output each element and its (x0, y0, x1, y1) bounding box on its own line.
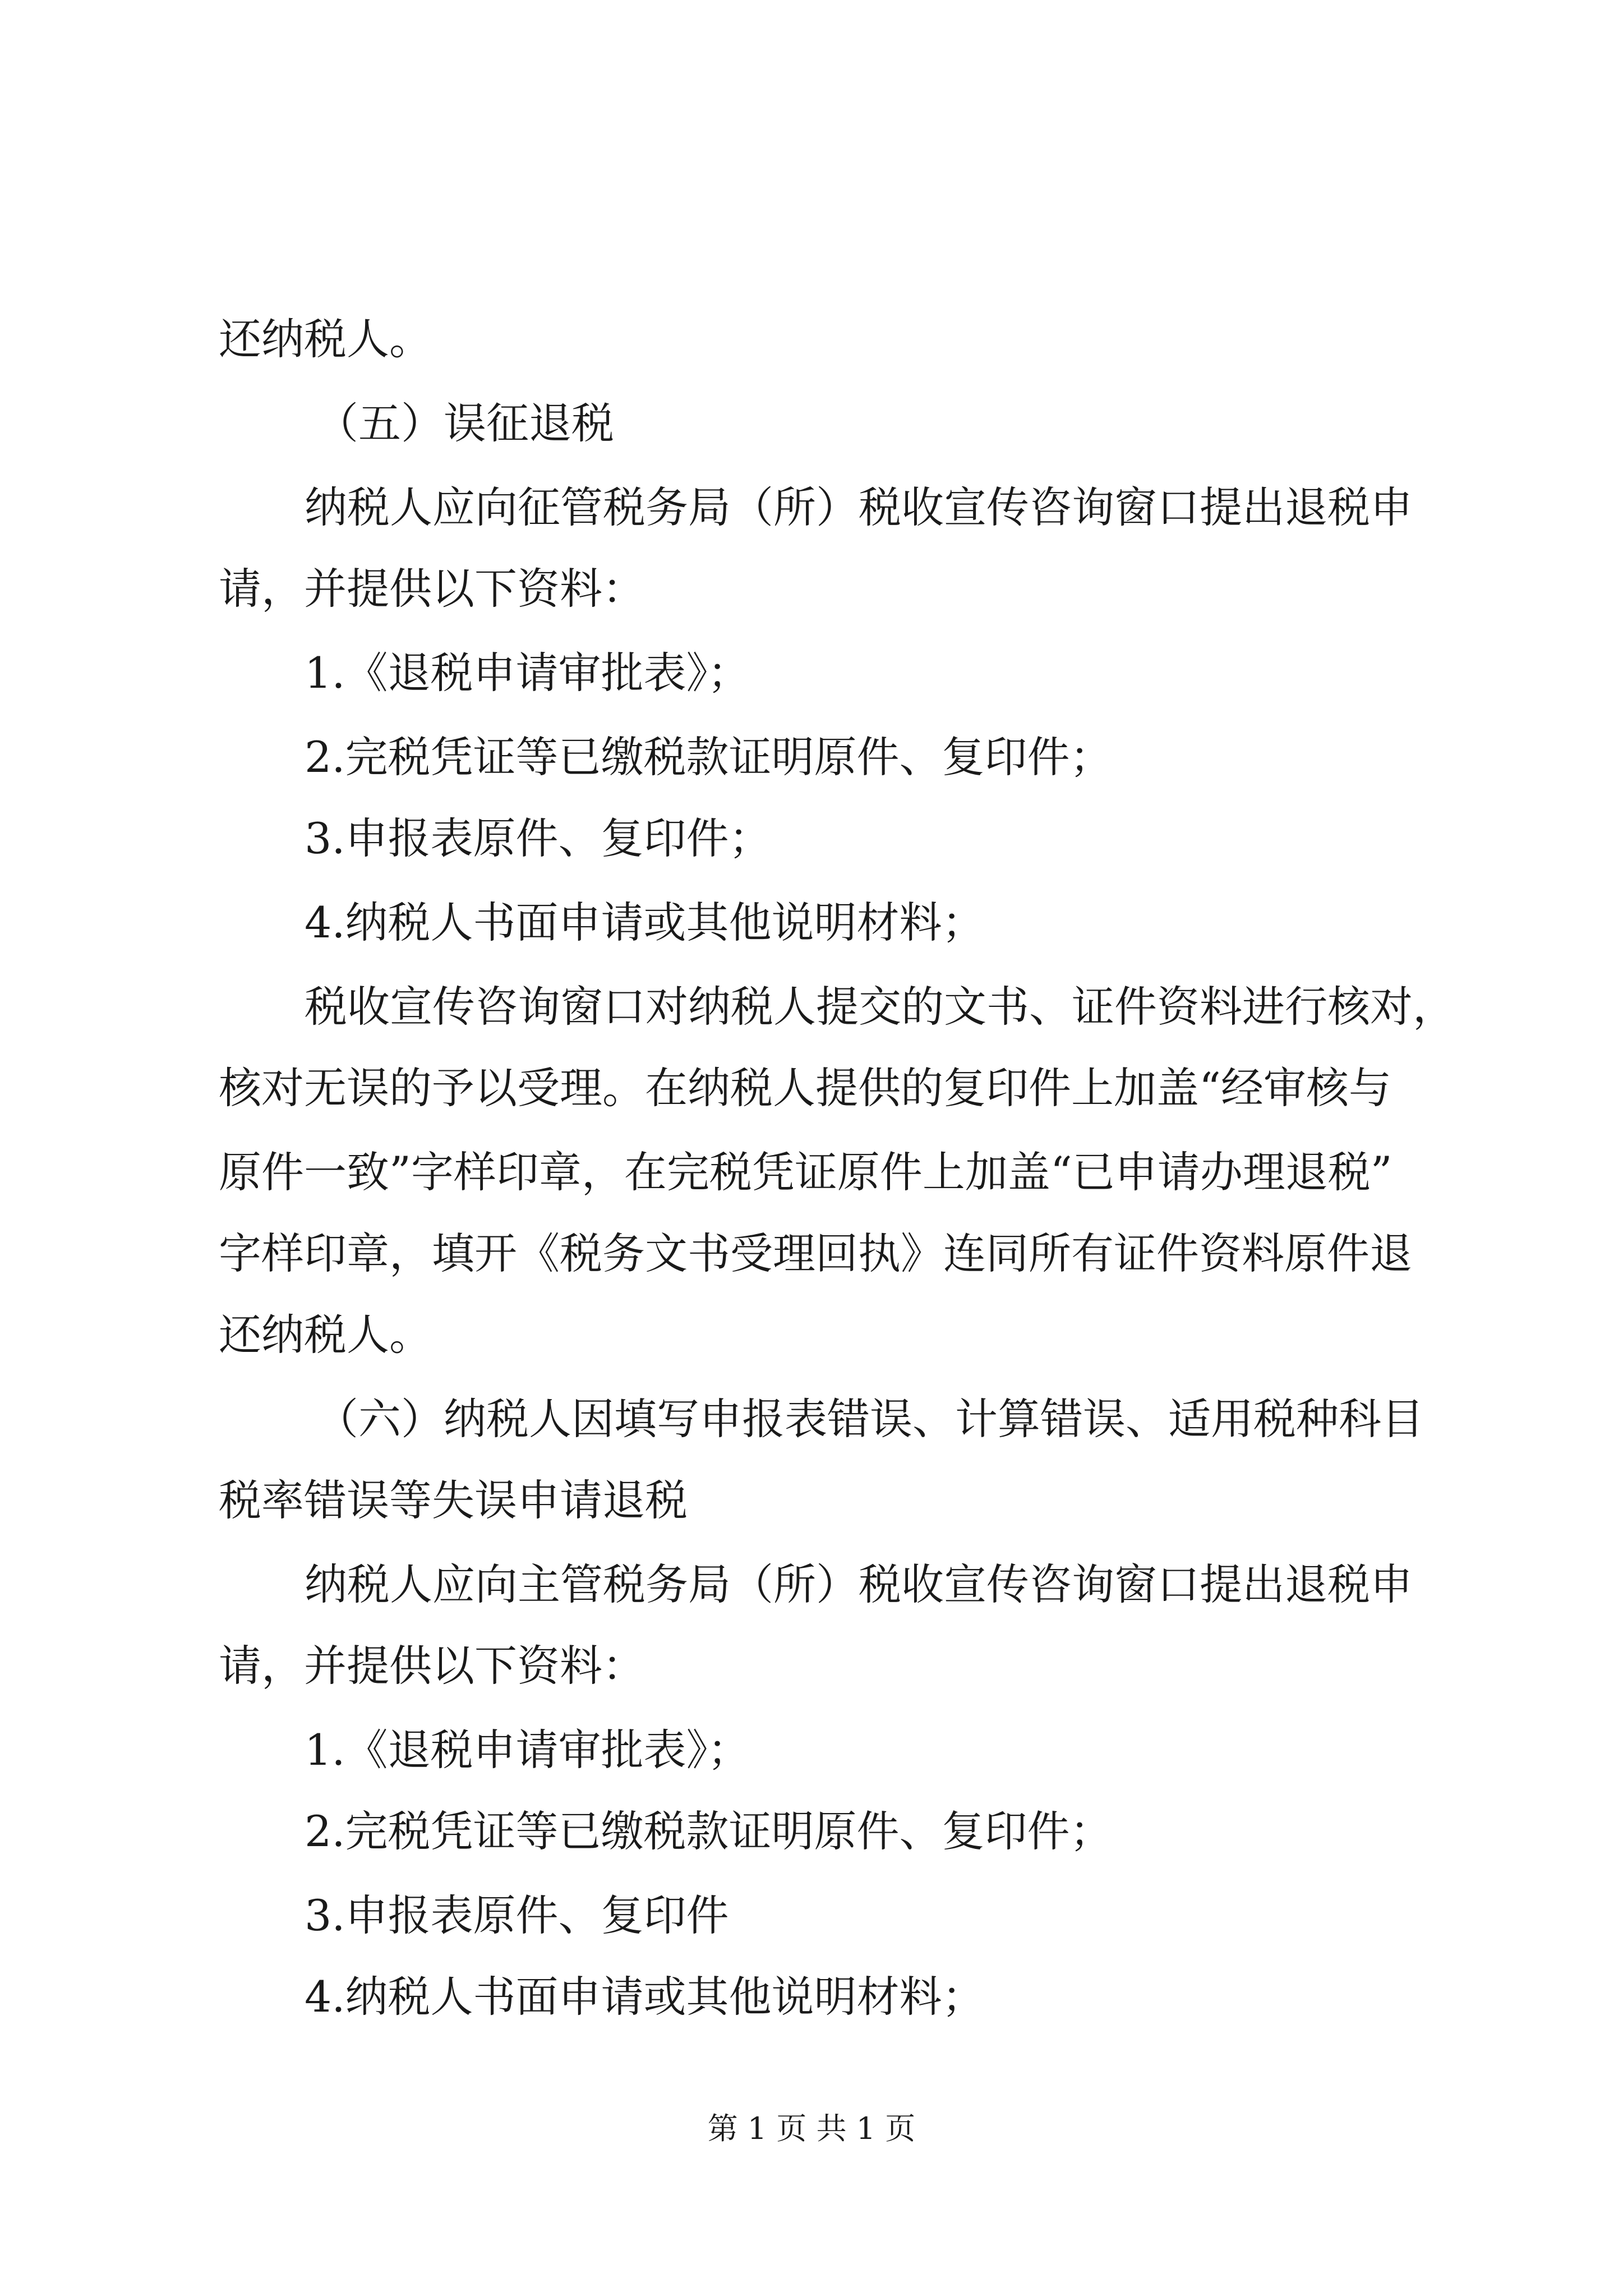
paragraph-line: 纳税人应向主管税务局（所）税收宣传咨询窗口提出退税申 (305, 1559, 1413, 1609)
text-line: 请，并提供以下资料： (219, 1641, 645, 1691)
text-line: 还纳税人。 (219, 314, 432, 364)
section-heading: （五）误征退税 (316, 398, 614, 448)
text-line: 还纳税人。 (219, 1310, 432, 1360)
text-line: 核对无误的予以受理。在纳税人提供的复印件上加盖“经审核与 (219, 1063, 1391, 1113)
list-item: 4.纳税人书面申请或其他说明材料； (305, 898, 985, 947)
list-item: 3.申报表原件、复印件； (305, 813, 772, 863)
list-item: 1.《退税申请审批表》； (305, 1725, 750, 1775)
text-line: 税率错误等失误申请退税 (219, 1475, 688, 1525)
text-line: 请，并提供以下资料： (219, 564, 645, 614)
page-number-footer: 第 1 页 共 1 页 (707, 2111, 916, 2146)
paragraph-line: 纳税人应向征管税务局（所）税收宣传咨询窗口提出退税申 (305, 482, 1413, 532)
paragraph-line: 税收宣传咨询窗口对纳税人提交的文书、证件资料进行核对， (305, 982, 1455, 1032)
text-line: 原件一致”字样印章，在完税凭证原件上加盖“已申请办理退税” (219, 1147, 1393, 1197)
text-line: 字样印章，填开《税务文书受理回执》连同所有证件资料原件退 (219, 1228, 1412, 1278)
list-item: 2.完税凭证等已缴税款证明原件、复印件； (305, 1806, 1113, 1856)
section-heading: （六）纳税人因填写申报表错误、计算错误、适用税种科目 (316, 1394, 1424, 1444)
list-item: 2.完税凭证等已缴税款证明原件、复印件； (305, 732, 1113, 782)
list-item: 4.纳税人书面申请或其他说明材料； (305, 1972, 985, 2022)
list-item: 1.《退税申请审批表》； (305, 648, 750, 698)
list-item: 3.申报表原件、复印件 (305, 1890, 729, 1940)
